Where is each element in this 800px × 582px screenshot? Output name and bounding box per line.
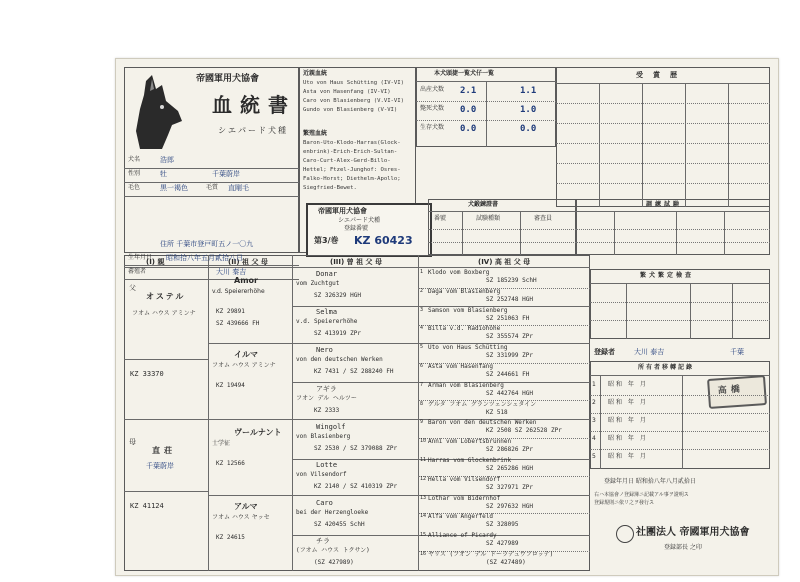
gggp-name: ヤリス (フオン デル ドーラデュウフロッテ) [428, 551, 554, 558]
info-rule [124, 279, 299, 280]
registry-owner-address: 千葉 [730, 348, 744, 356]
great-grandparent-name: Selma [316, 308, 338, 317]
gggp-number: 1 [420, 269, 424, 275]
stud-row-label: 出産犬数 [420, 86, 445, 93]
great-grandparent-reg: SZ 326329 HGH [314, 292, 361, 299]
gggp-number: 9 [420, 419, 424, 426]
hair-label: 毛質 [206, 184, 219, 191]
info-rule [124, 182, 299, 183]
gggp-name: Baron von den deutschen Werken [428, 419, 537, 427]
info-value: 大川 秦吉 [216, 268, 247, 276]
registration-stamp-title: 帝國軍用犬協會 [318, 207, 367, 215]
great-grandparent-kennel: v.d. Speiererhöhe [296, 318, 358, 326]
gggp-reg: SZ 442764 HGH [486, 389, 533, 397]
grandparent-name: アルマ [234, 502, 258, 511]
gggp-reg: SZ 328095 [486, 521, 519, 529]
great-grandparent-kennel: von Blasienberg [296, 432, 351, 440]
gggp-reg: SZ 355574 ZPr [486, 333, 533, 341]
gggp-number: 14 [420, 513, 427, 520]
awards-title: 受賞歴 [636, 71, 687, 79]
breeding-line: Hettel; Ftzel-Junghof: Osres- [303, 167, 401, 173]
gggp-reg: SZ 331999 ZPr [486, 352, 533, 360]
transfer-rule [590, 431, 770, 432]
kennel-label: 千葉蔚岸 [212, 170, 240, 178]
gggp-number: 4 [420, 325, 424, 332]
great-grandparent-kennel: von Vilsendorf [296, 471, 347, 478]
pedigree-certificate [115, 58, 779, 576]
gggp-reg: SZ 327971 ZPr [486, 483, 533, 491]
great-grandparent-reg: KZ 2140 / SZ 410319 ZPr [314, 483, 398, 490]
info-value: 牡 [160, 170, 167, 178]
stud-table-title: 本犬頭捷一覧犬仔一覧 [434, 70, 495, 77]
grandparent-rule [208, 495, 590, 496]
transfer-number: 2 [592, 399, 596, 406]
certificate-title: 血統書 [212, 93, 296, 117]
awards-col-rule [685, 83, 686, 207]
gggp-reg: SZ 252748 HGH [486, 295, 533, 303]
info-label: 犬名 [128, 156, 141, 163]
grandparent-kennel: v.d. Speiererhöhe [212, 288, 265, 295]
info-label: 毛色 [128, 184, 141, 191]
awards-row-rule [556, 143, 770, 144]
issuer-name: 社團法人 帝國軍用犬協會 [636, 527, 750, 538]
transfer-number: 3 [592, 417, 596, 424]
info-label: 蕃殖者 [128, 268, 147, 275]
great-grandparent-name: Caro [316, 499, 333, 508]
exam-title: 調練試験 [646, 201, 683, 208]
gggp-number: 2 [420, 287, 424, 294]
info-label: 性別 [128, 170, 141, 177]
transfer-date: 昭和 年 月 [608, 435, 648, 442]
gggp-name: Daga vom Blasienberg [428, 287, 501, 295]
great-grandparent-reg: KZ 2333 [314, 406, 340, 414]
transfer-date: 昭和 年 月 [608, 417, 648, 424]
gggp-name: Samson vom Blasienberg [428, 306, 508, 314]
pedigree-header-great-grandparents: (III) 曾 祖 父 母 [330, 258, 382, 266]
gggp-reg: KZ 2508 SZ 262528 ZPr [486, 427, 562, 435]
gggp-reg: SZ 244661 FH [486, 371, 530, 378]
stud-col-rule [486, 81, 487, 147]
awards-row-rule [556, 103, 770, 104]
info-rule [124, 168, 299, 169]
issuer-seal-icon [616, 525, 634, 543]
dam-registration: KZ 41124 [130, 502, 164, 510]
registration-date: 登録年月日 昭和拾八年八月貳拾日 [604, 478, 696, 485]
gggp-number: 13 [420, 494, 427, 501]
great-grandparent-reg: KZ 7431 / SZ 288240 FH [314, 368, 394, 376]
gggp-number: 8 [420, 400, 424, 407]
gggp-name: ゲルタ フオム グランツェンシュタイン [428, 400, 537, 408]
notes-title-1: 近親血統 [303, 70, 328, 77]
stud-row-label: 生存犬数 [420, 124, 445, 131]
pedigree-header-parents: (I) 親 [146, 258, 165, 266]
gggp-reg: SZ 297632 HGH [486, 502, 533, 510]
sire-kennel: フオム ハウス アミンナ [132, 310, 196, 317]
transfer-date: 昭和 年 月 [608, 453, 648, 460]
grandparent-name: ヴールナント [234, 428, 282, 437]
registration-stamp-label: 登録番號 [344, 225, 369, 232]
training-col-number: 番號 [434, 215, 447, 222]
breeding-line: Baron-Uto-Klodo-Harras(Glock- [303, 140, 401, 146]
training-cert-title: 犬鍛鍊證書 [468, 201, 499, 208]
gggp-number: 5 [420, 344, 424, 351]
footnote-2: 登録規則ニ依リ之ヲ發行ス [594, 500, 655, 506]
sire-name: オステル [146, 292, 186, 301]
training-cert-table [428, 199, 576, 255]
breed-label: シエパード犬種 [218, 126, 288, 135]
awards-row-rule [556, 163, 770, 164]
dam-name: 直荘 [152, 446, 176, 455]
great-grandparent-name: アギラ [316, 384, 337, 393]
gggp-reg: SZ 185239 SchH [486, 277, 537, 284]
gggp-number: 12 [420, 475, 427, 482]
grandparent-kennel: フオム ハウス アミンナ [212, 362, 276, 369]
great-grandparent-name: Wingolf [316, 422, 346, 431]
lineage-line: Uto von Haus Schütting (IV-VI) [303, 80, 405, 86]
gggp-name: Arman vom Blasienberg [428, 381, 504, 389]
gggp-number: 3 [420, 306, 424, 313]
gggp-name: Lothar vom Bidernhof [428, 494, 501, 502]
great-grandparent-reg: SZ 413919 ZPr [314, 330, 361, 338]
great-grandparent-kennel: bei der Herzengloeke [296, 509, 369, 517]
transfer-rule [590, 449, 770, 450]
transfer-rule [590, 413, 770, 414]
grandparent-kennel: 士学征 [212, 440, 231, 447]
gggp-name: Alliance of Picardy [428, 532, 497, 540]
stud-row-label: 斃死犬数 [420, 105, 445, 112]
registration-number: KZ 60423 [354, 234, 413, 247]
info-rule [124, 196, 299, 197]
grandparent-reg: KZ 19494 [216, 382, 245, 389]
gggp-reg: SZ 265286 HGH [486, 465, 533, 472]
gggp-name: Asta vom Hasenfang [428, 363, 494, 370]
notes-title-2: 繁殖血統 [303, 130, 328, 137]
gggp-number: 10 [420, 438, 427, 445]
red-seal-stamp: 高橋 [707, 375, 767, 409]
transfer-date: 昭和 年 月 [608, 381, 648, 388]
gggp-reg: KZ 518 [486, 408, 508, 416]
grandparent-name: イルマ [234, 350, 258, 359]
great-grandparent-name: Donar [316, 270, 338, 278]
gggp-name: Uto von Haus Schütting [428, 344, 508, 352]
transfer-rule [590, 395, 770, 396]
pedigree-header-great-great-grandparents: (IV) 高 祖 父 母 [478, 258, 531, 266]
dam-tag: 母 [129, 438, 136, 446]
gggp-number: 7 [420, 381, 424, 388]
breeding-inspection-title: 繁犬繁定檢查 [640, 272, 695, 279]
gggp-number: 6 [420, 363, 424, 369]
great-grandparent-kennel: (フオム ハウス トクサン) [296, 547, 370, 555]
breeding-line: enbrink)-Erich-Erich-Sultan- [303, 149, 398, 155]
info-rule [124, 265, 299, 266]
registration-volume: 第3/巻 [314, 236, 339, 245]
gggp-name: Klodo vom Boxberg [428, 269, 490, 276]
gggp-name: Harras vom Glockenbrink [428, 457, 512, 464]
info-value: 浩郎 [160, 156, 174, 164]
breeding-line: Caro-Curt-Alex-Gerd-Billo- [303, 158, 391, 164]
gggp-number: 11 [420, 457, 427, 463]
issuer-subtitle: 登録部長 之印 [664, 544, 702, 551]
awards-table [556, 67, 770, 207]
stud-row-value: 2.1 [460, 86, 477, 96]
dam-kennel: 千葉蔚岸 [146, 462, 174, 470]
great-grandparent-name: Lotte [316, 461, 338, 469]
stud-row-value: 0.0 [460, 124, 477, 134]
registration-stamp-breed: シエパード犬種 [338, 217, 381, 224]
ownership-transfer-title: 所有者移轉記錄 [638, 364, 695, 371]
gggp-name: Hella vom Vilsendorf [428, 475, 501, 483]
gggp-reg: (SZ 427489) [486, 559, 526, 566]
transfer-number: 4 [592, 435, 596, 442]
info-value: 黒一褐色 [160, 184, 188, 192]
grandparent-rule [208, 343, 590, 344]
lineage-line: Caro von Blasienberg (V.VI-VI) [303, 98, 405, 104]
stud-row-value: 1.0 [520, 105, 537, 115]
association-name: 帝國軍用犬協會 [196, 74, 260, 84]
great-grandparent-name: Nero [316, 346, 333, 355]
awards-col-rule [728, 83, 729, 207]
great-grandparent-kennel: von den deutschen Werken [296, 356, 383, 364]
breeding-inspection-table [590, 269, 770, 339]
gggp-number: 16 [420, 551, 427, 557]
awards-col-rule [642, 83, 643, 207]
gggp-name: Alfa vom Angerfeld [428, 513, 494, 521]
sire-tag: 父 [129, 284, 136, 292]
grandparent-kennel: フオム ハウス ヤッセ [212, 514, 270, 521]
grandparent-reg: KZ 24615 [216, 534, 245, 541]
transfer-date: 昭和 年 月 [608, 399, 648, 406]
great-grandparent-reg: (SZ 427989) [314, 559, 354, 567]
gggp-reg: SZ 251063 FH [486, 314, 530, 322]
gggp-reg: SZ 286826 ZPr [486, 446, 533, 454]
registry-owner: 大川 泰吉 [634, 348, 665, 356]
awards-row-rule [556, 123, 770, 124]
info-value: 昭和拾八年五月貳拾八日 [166, 254, 243, 262]
awards-col-rule [599, 83, 600, 207]
breeding-line: Siegfried-Bewet. [303, 185, 357, 191]
registry-label: 登録者 [594, 348, 615, 356]
breeding-line: Falko-Horst; Diethelm-Apollo; [303, 176, 401, 182]
breeder-address: 住所 千葉市登戸町五ノ一〇九 [160, 240, 254, 248]
great-grandparent-kennel: フオン デル ヘルツー [296, 394, 357, 402]
training-col-judge: 審查員 [534, 215, 553, 222]
transfer-number: 5 [592, 453, 596, 460]
gggp-reg: SZ 427989 [486, 540, 519, 548]
stud-row-value: 0.0 [460, 105, 477, 115]
lineage-line: Gundo von Blasienberg (V-VI) [303, 107, 398, 113]
grandparent-reg: KZ 29891 [216, 308, 245, 315]
great-grandparent-name: チラ [316, 537, 330, 546]
hair-value: 直剛毛 [228, 184, 249, 192]
gggp-name: Billa v.d. Radiohöhe [428, 325, 501, 333]
grandparent-reg2: SZ 439666 FH [216, 320, 260, 327]
grandparent-name: Amor [234, 276, 258, 285]
training-col-type: 試験種類 [476, 215, 501, 222]
awards-row-rule [556, 183, 770, 184]
great-grandparent-reg: SZ 2530 / SZ 379088 ZPr [314, 444, 398, 452]
transfer-number: 1 [592, 381, 596, 388]
info-label: 生年月日 [128, 254, 153, 261]
grandparent-reg: KZ 12566 [216, 460, 245, 467]
footnote-1: 右ハ本協會ノ登録簿ニ記載アル事ヲ證明ス [594, 492, 689, 498]
pedigree-header-grandparents: (II) 祖 父 母 [228, 258, 268, 266]
stud-row-value: 0.0 [520, 124, 537, 134]
german-shepherd-logo [132, 75, 184, 151]
sire-registration: KZ 33370 [130, 370, 164, 378]
gggp-name: Anni vom Lobertsbrunnen [428, 438, 512, 446]
stud-row-value: 1.1 [520, 86, 537, 96]
great-grandparent-kennel: vom Zuchtgut [296, 280, 340, 287]
great-grandparent-reg: SZ 420455 SchH [314, 521, 365, 529]
lineage-line: Asta von Hasenfang (IV-VI) [303, 89, 391, 95]
gggp-number: 15 [420, 532, 427, 539]
